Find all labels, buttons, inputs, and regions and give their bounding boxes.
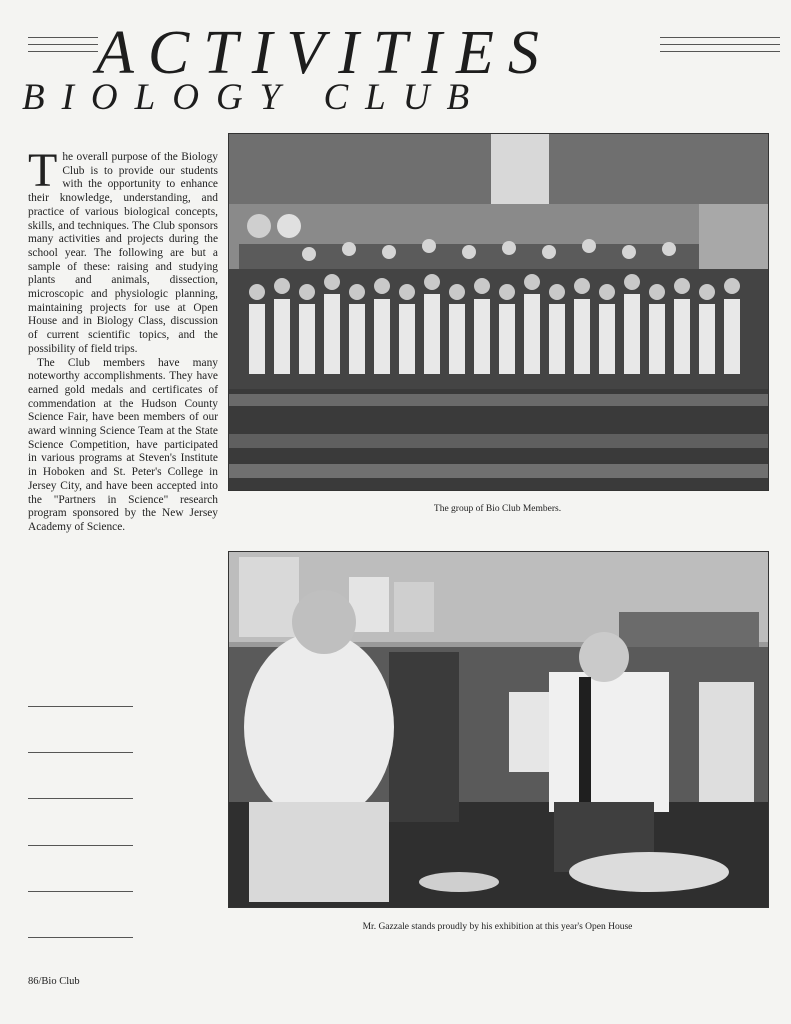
page-title: ACTIVITIES — [96, 19, 553, 87]
header-rule-left-3 — [28, 51, 98, 52]
page-folio: 86/Bio Club — [28, 976, 80, 987]
exhibit-photo — [228, 551, 769, 908]
group-photo — [228, 133, 769, 491]
column-rule-6 — [28, 937, 133, 938]
column-rule-3 — [28, 798, 133, 799]
header-rule-left-2 — [28, 44, 98, 45]
group-photo-caption: The group of Bio Club Members. — [433, 504, 562, 514]
column-rule-4 — [28, 845, 133, 846]
header-rule-right-2 — [660, 44, 780, 45]
article-body — [28, 144, 218, 535]
header-rule-right-1 — [660, 37, 780, 38]
paragraph-1-text: he overall purpose of the Biology Club is to provide our students with the opportunity to enhance their knowledge, understanding, and practice of various biological concepts, skills, and techniques. The Club sponsors many activities and projects during the school year. The following are but a sample of these: raising and studying plants and animals, dissection, microscopic and physiologic planning, maintaining projects for use at Open House and in Biology Class, discussion of current scientific topics, and the possibility of field trips. — [28, 151, 218, 355]
page-subtitle: BIOLOGY CLUB — [22, 77, 487, 118]
column-rule-1 — [28, 706, 133, 707]
exhibit-photo-caption: Mr. Gazzale stands proudly by his exhibition at this year's Open House — [362, 922, 633, 932]
article-paragraph-1 — [28, 144, 218, 357]
drop-cap: T — [28, 144, 58, 197]
header-rule-right-3 — [660, 51, 780, 52]
column-rule-5 — [28, 891, 133, 892]
header-rule-left-1 — [28, 37, 98, 38]
column-rule-2 — [28, 752, 133, 753]
article-paragraph-2: The Club members have many noteworthy accomplishments. They have earned gold medals and certificates of commendation at the Hudson County Science Fair, have been members of our award winning Science Team at the State Science Competition, have participated in various programs at Steven's Institute in Hoboken and St. Peter's College in Jersey City, and have been accepted into the "Partners in Science" research program sponsored by the New Jersey Academy of Science. — [28, 356, 218, 533]
